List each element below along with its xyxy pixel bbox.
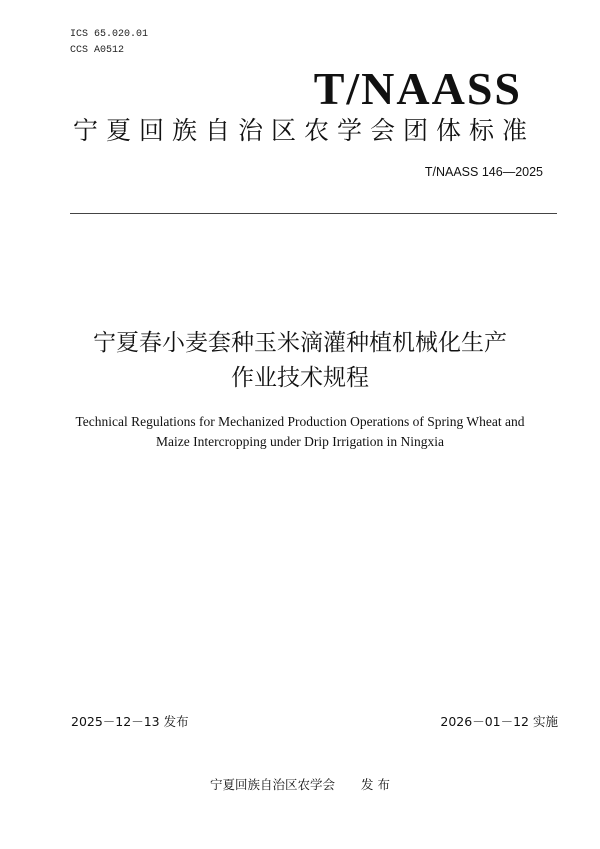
issue-date: 2025－12－13 发布	[71, 714, 189, 729]
publisher-line	[0, 777, 600, 793]
title-en-line-1: Technical Regulations for Mechanized Production Operations of Spring Wheat and	[75, 414, 525, 429]
naass-logo: T/NAASS	[313, 63, 522, 114]
standard-number: T/NAASS 146—2025	[424, 165, 543, 179]
title-en-line-2: Maize Intercropping under Drip Irrigation in Ningxia	[156, 434, 444, 449]
org-standard-title: 宁夏回族自治区农学会团体标准	[72, 116, 535, 145]
publish-action: 发 布	[361, 777, 390, 792]
ccs-code: CCS A0512	[70, 45, 125, 56]
ics-code: ICS 65.020.01	[70, 29, 149, 40]
header-divider	[70, 213, 557, 214]
implementation-date: 2026－01－12 实施	[440, 714, 558, 729]
title-cn-line-2: 作业技术规程	[231, 365, 369, 391]
publisher-name: 宁夏回族自治区农学会	[210, 777, 336, 792]
title-cn-line-1: 宁夏春小麦套种玉米滴灌种植机械化生产	[93, 330, 507, 356]
